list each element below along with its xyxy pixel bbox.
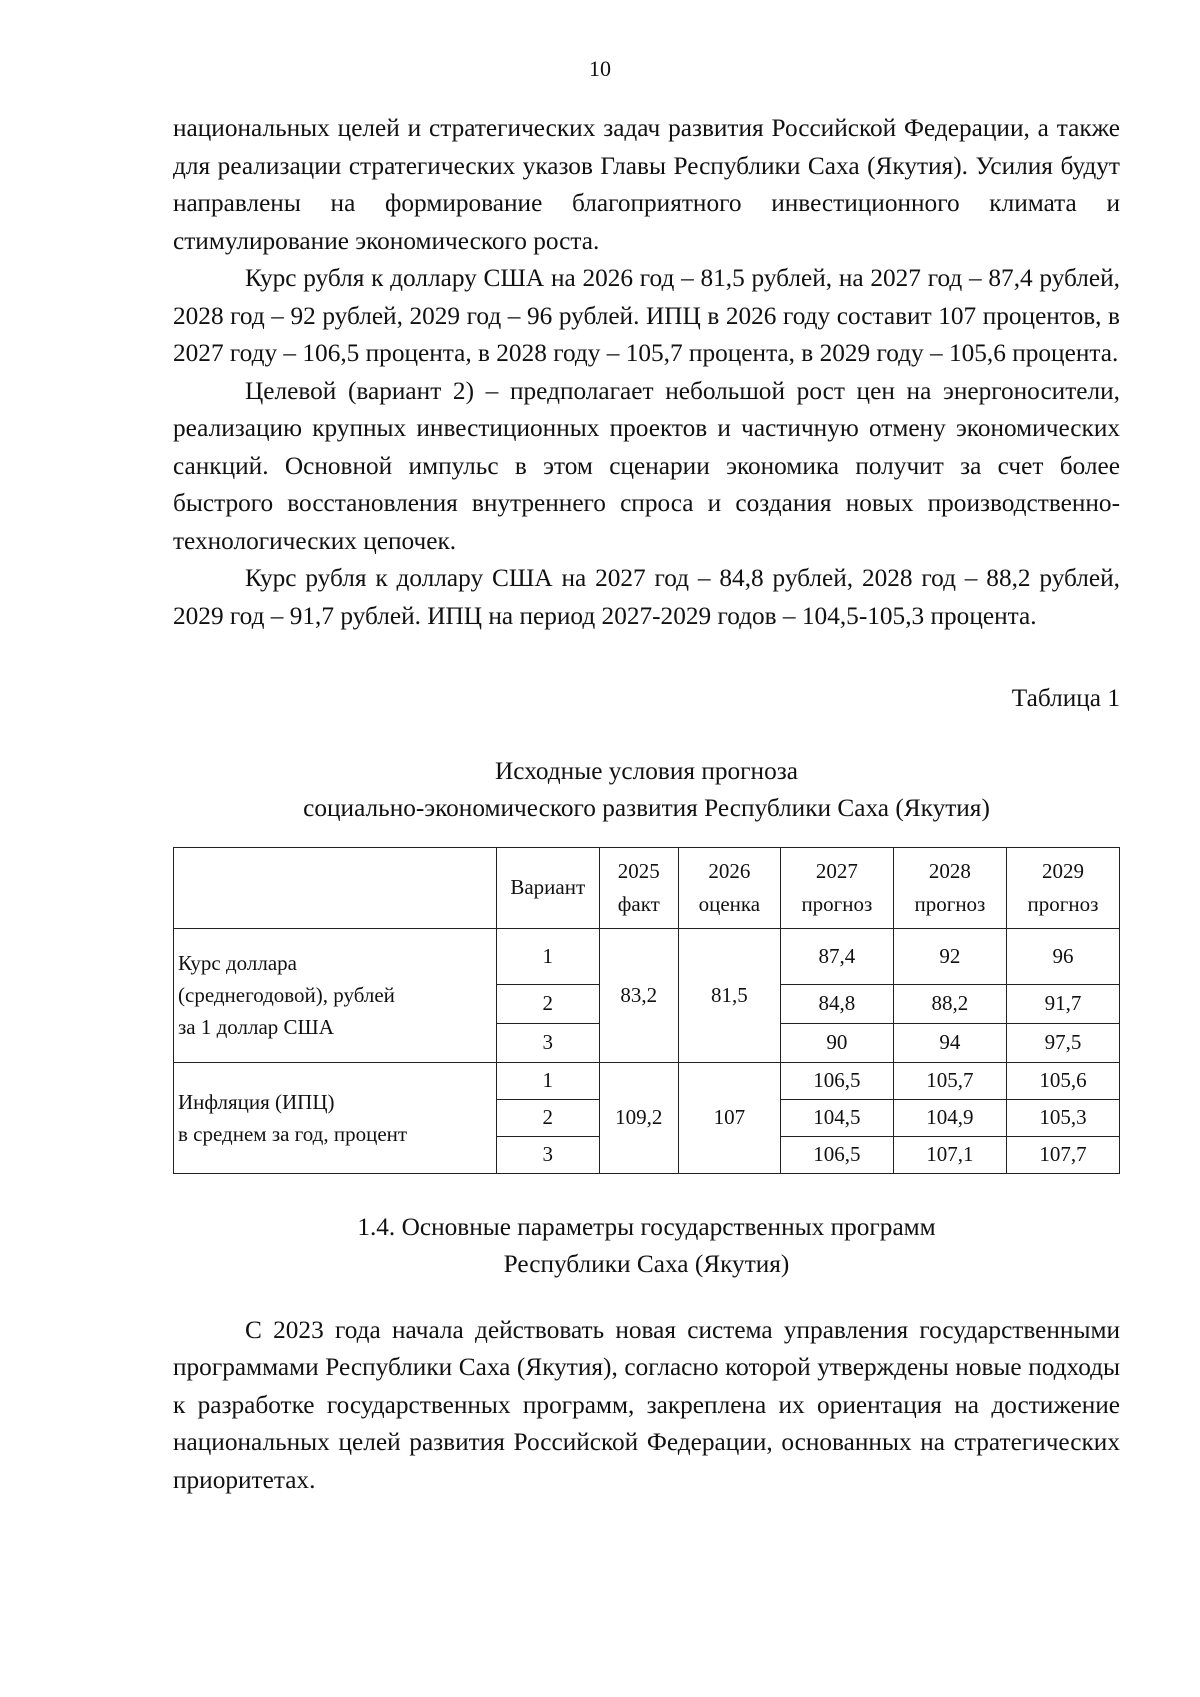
row-label-exchange-rate: Курс доллара (среднегодовой), рублей за 1 доллар США: [174, 928, 497, 1062]
table-label: Таблица 1: [1011, 684, 1120, 712]
value-2028: 92: [893, 928, 1006, 984]
table-title: [173, 753, 1120, 827]
section-heading-line-1: 1.4. Основные параметры государственных программ: [357, 1212, 936, 1241]
variant-cell: 3: [496, 1136, 599, 1173]
value-2027: 87,4: [780, 928, 893, 984]
value-2027: 106,5: [780, 1062, 893, 1099]
paragraph-4: Курс рубля к доллару США на 2027 год – 84,8 рублей, 2028 год – 88,2 рублей, 2029 год – 91,7 рублей. ИПЦ на период 2027-2029 годов – 104,5-105,3 процента.: [173, 564, 1120, 630]
table-title-line-2: социально-экономического развития Республики Саха (Якутия): [303, 793, 990, 822]
value-2028: 88,2: [893, 984, 1006, 1023]
table-row: [174, 1062, 1120, 1099]
table-header-row: [174, 847, 1120, 928]
value-2027: 90: [780, 1023, 893, 1062]
paragraph-1: национальных целей и стратегических задач развития Российской Федерации, а также для реализации стратегических указов Главы Республики Саха (Якутия). Усилия будут направлены на формирование благоприятного инвестиционного климата и стимулирование экономического роста.: [173, 114, 1120, 255]
value-2029: 96: [1006, 928, 1119, 984]
forecast-table: [173, 847, 1120, 1174]
value-2027: 106,5: [780, 1136, 893, 1173]
value-2027: 84,8: [780, 984, 893, 1023]
table-row: [174, 928, 1120, 984]
document-body: [173, 110, 1120, 1499]
value-2029: 91,7: [1006, 984, 1119, 1023]
value-2028: 104,9: [893, 1099, 1006, 1136]
row-label-inflation: Инфляция (ИПЦ) в среднем за год, процент: [174, 1062, 497, 1173]
variant-cell: 2: [496, 1099, 599, 1136]
section-heading: [173, 1209, 1120, 1284]
value-2026: 107: [678, 1062, 780, 1173]
variant-cell: 2: [496, 984, 599, 1023]
value-2029: 105,6: [1006, 1062, 1119, 1099]
value-2027: 104,5: [780, 1099, 893, 1136]
header-2025: 2025 факт: [599, 847, 678, 928]
header-empty-cell: [174, 847, 497, 928]
header-2029: 2029 прогноз: [1006, 847, 1119, 928]
value-2029: 107,7: [1006, 1136, 1119, 1173]
header-variant: Вариант: [496, 847, 599, 928]
value-2028: 107,1: [893, 1136, 1006, 1173]
variant-cell: 1: [496, 1062, 599, 1099]
section-heading-line-2: Республики Саха (Якутия): [503, 1250, 790, 1278]
page-number: 10: [589, 56, 611, 81]
value-2029: 105,3: [1006, 1099, 1119, 1136]
paragraph-3: Целевой (вариант 2) – предполагает небольшой рост цен на энергоносители, реализацию крупных инвестиционных проектов и частичную отмену экономических санкций. Основной импульс в этом сценарии экономика получит за счет более быстрого восстановления внутреннего спроса и создания новых производственно-технологических цепочек.: [173, 376, 1120, 555]
value-2026: 81,5: [678, 928, 780, 1062]
header-2026: 2026 оценка: [678, 847, 780, 928]
value-2028: 105,7: [893, 1062, 1006, 1099]
header-2027: 2027 прогноз: [780, 847, 893, 928]
table-title-line-1: Исходные условия прогноза: [495, 756, 798, 785]
paragraph-5: С 2023 года начала действовать новая система управления государственными программами Республики Саха (Якутия), согласно которой утверждены новые подходы к разработке государственных программ, закреплена их ориентация на достижение национальных целей развития Российской Федерации, основанных на стратегических приоритетах.: [173, 1315, 1120, 1494]
variant-cell: 3: [496, 1023, 599, 1062]
paragraph-2: Курс рубля к доллару США на 2026 год – 81,5 рублей, на 2027 год – 87,4 рублей, 2028 год – 92 рублей, 2029 год – 96 рублей. ИПЦ в 2026 году составит 107 процентов, в 2027 году – 106,5 процента, в 2028 году – 105,7 процента, в 2029 году – 105,6 процента.: [173, 264, 1120, 367]
value-2025: 83,2: [599, 928, 678, 1062]
header-2028: 2028 прогноз: [893, 847, 1006, 928]
value-2029: 97,5: [1006, 1023, 1119, 1062]
value-2025: 109,2: [599, 1062, 678, 1173]
variant-cell: 1: [496, 928, 599, 984]
value-2028: 94: [893, 1023, 1006, 1062]
